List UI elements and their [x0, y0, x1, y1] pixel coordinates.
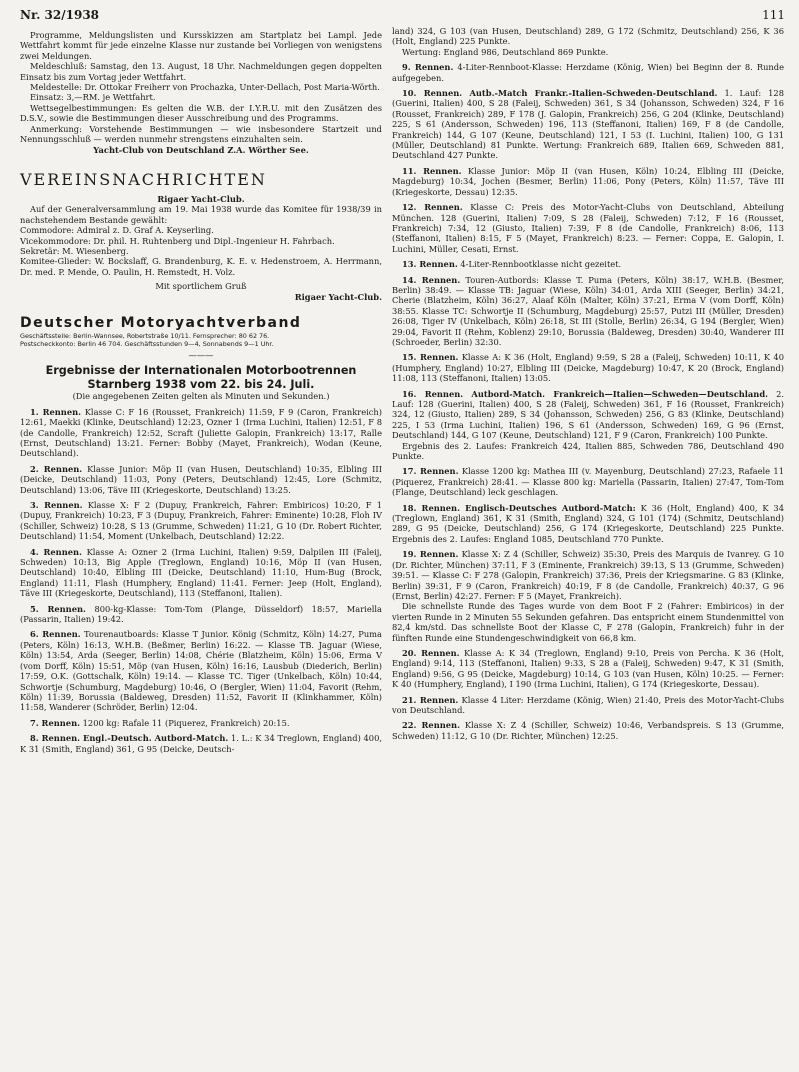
left-column [20, 30, 382, 754]
race-text: Klasse X: F 2 (Dupuy, Frankreich, Fahrer: Embiricos) 10:20, F 1 (Dupuy, Frankreich) 10:23, F 3 (Dupuy, Frankreich, Fahrer: Eminente) 10:28, Floh IV (Schiller, Schweiz) 10:28, S 13 (Grumme, Schweden) 11:21, G 10 (Dr. Robert Richter, Deutschland) 11:54, Moment (Unkelbach, Deutschland) 12:22. [20, 500, 382, 542]
race-text: Klasse C: F 16 (Rousset, Frankreich) 11:59, F 9 (Caron, Frankreich) 12:61, Maekki (Klinke, Deutschland) 12:23, Ozner 1 (Irma Luchini, Italien) 12:51, F 8 (de Candolle, Frankreich) 12:52, Scraft (Juliette Galopin, Frankreich) 13:17, Ralle (Ernst, Deutschland) 13:21. Ferner: Bobby (Mayet, Frankreich), Wodan (Keune, Deutschland). [20, 406, 382, 459]
race-title: 17. Rennen. [402, 466, 459, 477]
race-entry [392, 503, 784, 545]
race-text: 4-Liter-Rennboot-Klasse: Herzdame (König, Wien) bei Beginn der 8. Runde aufgegeben. [392, 62, 784, 83]
verein-line: Sekretär: M. Wiesenberg. [20, 245, 129, 256]
section-title-vereinsnachrichten: VEREINSNACHRICHTEN [20, 169, 267, 189]
race-entry [20, 407, 382, 459]
race-entry [20, 547, 382, 599]
race-title: 6. Rennen. [30, 629, 81, 640]
intro-paragraph: Meldeschluß: Samstag, den 13. August, 18 Uhr. Nachmeldungen gegen doppelten Einsatz bis zum Vortag jeder Wettfahrt. [20, 61, 382, 82]
race-text: Tourenautboards: Klasse T Junior. König (Schmitz, Köln) 14:27, Puma (Peters, Köln) 16:13, W.H.B. (Beßmer, Berlin) 16:22. — Klasse TB. Jaguar (Wiese, Köln) 13:54, Arda (Seeger, Berlin) 14:08, Chérie (Blatzheim, Köln) 15:06, Erma V (vom Dorff, Köln) 15:51, Möp (van Husen, Köln) 16:16, Lausbub (Diederich, Berlin) 17:59, O.K. (Gottschalk, Köln) 19:14. — Klasse TC. Tiger (Unkelbach, Köln) 10:44, Schwortje (Schumburg, Magdeburg) 10:46, O (Bergler, Wien) 11:04, Favorit (Rehm, Köln) 11:39, Borussia (Baldeweg, Dresden) 11:52, Favorit II (Klinkhammer, Köln) 11:58, Wanderer (Schröder, Berlin) 12:04. [20, 629, 382, 713]
race-title: 3. Rennen. [30, 500, 83, 510]
race-title: 5. Rennen. [30, 603, 86, 614]
race-text: 1. L.: K 34 Treglown, England) 400, K 31 (Smith, England) 361, G 95 (Deicke, Deutsch- [20, 733, 382, 754]
race-entry [392, 648, 784, 690]
race-text: 1. Lauf: 128 (Guerini, Italien) 400, S 28 (Faleij, Schweden) 361, S 34 (Johansson, Schweden) 324, F 16 (Rousset, Frankreich) 289, F 178 (J. Galopin, Frankreich) 256, G 204 (Klinke, Deutschland) 225, S 61 (Andersson, Schweden) 196, 113 (Steffanoni, Italien) 169, F 8 (de Candolle, Frankreich) 144, G 107 (Keune, Deutschland) 121, I 53 (I. Luchini, Italien) 100, G 131 (Müller, Deutschland) 81 Punkte. Wertung: Frankreich 689, Italien 669, Schweden 881, Deutschland 427 Punkte. [392, 88, 784, 161]
verein-line: Commodore: Admiral z. D. Graf A. Keyserling. [20, 225, 214, 236]
race-entry [20, 733, 382, 754]
dmv-info: Geschäftsstelle: Berlin-Wannsee, Robertstraße 10/11. Fernsprecher: 80 62 76. [20, 331, 270, 340]
race-entry [392, 352, 784, 383]
race-title: 12. Rennen. [402, 202, 463, 213]
verein-line: Komitee-Glieder: W. Bockslaff, G. Brandenburg, K. E. v. Hedenstroem, A. Herrmann, Dr. med. P. Mende, O. Paulin, H. Remstedt, H. Volz. [20, 256, 382, 277]
race-title: 8. Rennen. Engl.-Deutsch. Autbord-Match. [30, 733, 229, 744]
race-entry [392, 166, 784, 197]
race-text: 800-kg-Klasse: Tom-Tom (Plange, Düsseldorf) 18:57, Mariella (Passarin, Italien) 19:42. [20, 603, 382, 625]
race-entry [392, 466, 784, 497]
race-text: Klasse A: Ozner 2 (Irma Luchini, Italien) 9:59, Dalpilen III (Faleij, Schweden) 10:13, Big Apple (Treglown, England) 10:16, Möp II (van Husen, Deutschland) 10:40, Elbling III (Deicke, Deutschland) 11:10, Hum-Bug (Brock, England) 11:11, Flash (Humphery, England) 11:41. Ferner: Jeep (Holt, England), Täve III (Kriegeskorte, Deutschland), 113 (Steffanoni, Italien). [20, 546, 383, 599]
race-entry [392, 549, 784, 601]
race-title: 11. Rennen. [402, 165, 462, 176]
intro-paragraph: Einsatz: 3,—RM. je Wettfahrt. [30, 92, 156, 103]
race-title: 4. Rennen. [30, 546, 82, 557]
race-text: Klasse 1200 kg: Mathea III (v. Mayenburg, Deutschland) 27:23, Rafaele 11 (Piquerez, Frankreich) 28:41. — Klasse 800 kg: Mariella (Passarin, Italien) 27:47, Tom-Tom (Flange, Deutschland) leck geschlagen. [392, 466, 784, 498]
race-entry [392, 88, 784, 161]
race-text: Klasse Junior: Möp II (van Husen, Köln) 10:24, Elbling III (Deicke, Magdeburg) 10:34, Jochen (Besmer, Berlin) 11:06, Pony (Peters, Köln) 11:57, Täve III (Kriegeskorte, Dessau) 12:35. [392, 165, 784, 197]
continuation-text: land) 324, G 103 (van Husen, Deutschland) 289, G 172 (Schmitz, Deutschland) 256, K 36 (Holt, England) 225 Punkte. [392, 26, 784, 47]
race-title: 13. Rennen. [402, 259, 458, 270]
race-title: 10. Rennen. Autb.-Match Frankr.-Italien-Schweden-Deutschland. [402, 88, 718, 99]
race-text: 2. Lauf: 128 (Guerini, Italien) 400, S 28 (Faleij, Schweden) 361, F 16 (Rousset, Frankreich) 324, 12 (Giusto, Italien) 289, S 34 (Johansson, Schweden) 256, G 83 (Klinke, Deutschland) 225, I 53 (Irma Luchini, Italien) 196, S 61 (Andersson, Schweden) 169, G 96 (Ernst, Deutschland) 144, G 107 (Keune, Deutschland) 121, F 9 (Caron, Frankreich) 100 Punkte. [392, 388, 784, 441]
race-title: 18. Rennen. Englisch-Deutsches Autbord-Match: [402, 502, 636, 513]
page-number: 111 [762, 8, 785, 22]
race-extra: Die schnellste Runde des Tages wurde von dem Boot F 2 (Fahrer: Embiricos) in der vierten Runde in 2 Minuten 55 Sekunden gefahren. Das entspricht einem Stundenmittel von 82,4 km/std. Das schnellste Boot der Klasse C, F 278 (Galopin, Frankreich) fuhr in der fünften Runde eine Stundengeschwindigkeit von 66,8 km. [392, 601, 784, 643]
verein-closing: Mit sportlichem Gruß [155, 281, 247, 292]
race-title: 19. Rennen. [402, 549, 459, 560]
race-text: 4-Liter-Rennbootklasse nicht gezeitet. [460, 259, 622, 270]
race-entry [20, 629, 382, 712]
race-title: 2. Rennen. [30, 463, 83, 474]
race-title: 22. Rennen. [402, 720, 460, 731]
race-text: Klasse A: K 36 (Holt, England) 9:59, S 28 a (Faleij, Schweden) 10:11, K 40 (Humphery, England) 10:27, Elbling III (Deicke, Magdeburg) 10:47, K 20 (Brock, England) 11:08, 113 (Steffanoni, Italien) 13:05. [392, 352, 784, 384]
verein-paragraph: Auf der Generalversammlung am 19. Mai 1938 wurde das Komitee für 1938/39 in nachstehendem Bestande gewählt: [20, 204, 382, 225]
results-note: (Die angegebenen Zeiten gelten als Minuten und Sekunden.) [72, 391, 330, 402]
race-entry [20, 500, 382, 542]
race-text: Klasse X: Z 4 (Schiller, Schweiz) 35:30, Preis des Marquis de Ivanrey. G 10 (Dr. Richter, München) 37:11, F 3 (Eminente, Frankreich) 39:13, S 13 (Grumme, Schweden) 39:51. — Klasse C: F 278 (Galopin, Frankreich) 37:36, Preis der Kriegsmarine. G 83 (Klinke, Berlin) 39:31, F 9 (Caron, Frankreich) 40:19, F 8 (de Candolle, Frankreich) 40:37, G 96 (Ernst, Berlin) 42:27. Ferner: F 5 (Mayet, Frankreich). [392, 549, 785, 601]
race-text: Klasse Junior: Möp II (van Husen, Deutschland) 10:35, Elbling III (Deicke, Deutschland) 11:03, Pony (Peters, Deutschland) 12:45, Lore (Schmitz, Deutschland) 13:06, Täve III (Kriegeskorte, Deutschland) 13:25. [20, 463, 382, 495]
race-entry [392, 62, 784, 83]
results-headline: Ergebnisse der Internationalen Motorbootrennen [45, 364, 357, 378]
results-headline: Starnberg 1938 vom 22. bis 24. Juli. [87, 377, 315, 391]
race-entry [392, 720, 784, 741]
race-title: 9. Rennen. [402, 62, 454, 73]
continuation-text: Wertung: England 986, Deutschland 869 Punkte. [402, 46, 609, 57]
race-entry [392, 275, 784, 348]
race-entry [20, 718, 382, 728]
race-title: 15. Rennen. [402, 352, 459, 363]
race-text: 1200 kg: Rafale 11 (Piquerez, Frankreich) 20:15. [82, 717, 290, 728]
race-entry [392, 202, 784, 254]
race-title: 1. Rennen. [30, 406, 82, 417]
intro-paragraph: Wettsegelbestimmungen: Es gelten die W.B. der I.Y.R.U. mit den Zusätzen des D.S.V., sowie die Bestimmungen dieser Ausschreibung und des Programms. [20, 102, 382, 124]
race-title: 21. Rennen. [402, 694, 459, 705]
separator: ——— [188, 349, 214, 360]
race-text: Klasse C: Preis des Motor-Yacht-Clubs von Deutschland, Abteilung München. 128 (Guerini, Italien) 7:09, S 28 (Faleij, Schweden) 7:12, F 16 (Rousset, Frankreich) 7:34, 12 (Giusto, Italien) 7:39, F 8 (de Candolle, Frankreich) 8:06, 113 (Steffanoni, Italien) 8:15, F 5 (Mayet, Frankreich) 8:23. — Ferner: Coppa, E. Galopin, I. Luchini, Müller, Cesati, Ernst. [392, 202, 784, 254]
club-heading: Rigaer Yacht-Club. [157, 193, 245, 204]
race-entry [20, 604, 382, 625]
intro-signature: Yacht-Club von Deutschland Z.A. Wörther See. [93, 145, 309, 156]
intro-paragraph: Anmerkung: Vorstehende Bestimmungen — wie insbesondere Startzeit und Nennungsschluß — werden nunmehr strengstens einzuhalten sein. [20, 123, 382, 145]
intro-paragraph: Programme, Meldungslisten und Kursskizzen am Startplatz bei Lampl. Jede Wettfahrt kommt für jede einzelne Klasse nur zustande bei Vorliegen von wenigstens zwei Meldungen. [20, 30, 382, 61]
issue-number: Nr. 32/1938 [20, 8, 100, 22]
right-column [392, 26, 784, 741]
race-entry [392, 259, 784, 269]
verein-signature: Rigaer Yacht-Club. [294, 291, 382, 302]
race-text: Klasse A: K 34 (Treglown, England) 9:10, Preis von Percha. K 36 (Holt, England) 9:14, 113 (Steffanoni, Italien) 9:33, S 28 a (Faleij, Schweden) 9:47, K 31 (Smith, England) 9:56, G 95 (Deicke, Magdeburg) 10:14, G 103 (van Husen, Köln) 10:25. — Ferner: K 40 (Humphery, England), I 190 (Irma Luchini, Italien), G 174 (Kriegeskorte, Dessau). [392, 647, 785, 690]
race-entry [392, 389, 784, 441]
race-title: 20. Rennen. [402, 647, 460, 658]
race-title: 7. Rennen. [30, 717, 80, 728]
race-text: Klasse X: Z 4 (Schiller, Schweiz) 10:46, Verbandspreis. S 13 (Grumme, Schweden) 11:12, G 10 (Dr. Richter, München) 12:25. [392, 720, 785, 741]
race-entry [392, 695, 784, 716]
race-text: Klasse 4 Liter: Herzdame (König, Wien) 21:40, Preis des Motor-Yacht-Clubs von Deutschland. [392, 694, 785, 715]
race-entry [20, 464, 382, 495]
section-title-dmv: Deutscher Motoryachtverband [20, 314, 302, 331]
race-title: 14. Rennen. [402, 274, 461, 285]
verein-line: Vicekommodore: Dr. phil. H. Ruhtenberg und Dipl.-Ingenieur H. Fahrbach. [20, 235, 335, 246]
race-extra: Ergebnis des 2. Laufes: Frankreich 424, Italien 885, Schweden 786, Deutschland 490 Punkte. [392, 440, 784, 462]
race-title: 16. Rennen. Autbord-Match. Frankreich—Italien—Schweden—Deutschland. [402, 388, 769, 399]
race-text: Touren-Autbords: Klasse T. Puma (Peters, Köln) 38:17, W.H.B. (Besmer, Berlin) 38:49. — Klasse TB: Jaguar (Wiese, Köln) 34:01, Arda XIII (Seeger, Berlin) 34:21, Cherie (Blatzheim, Köln) 36:27, Alaaf Köln (Malter, Köln) 37:21, Erma V (vom Dorff, Köln) 38:55. Klasse TC: Schwortje II (Schumburg, Magdeburg) 25:57, Putzi III (Müller, Dresden) 26:08, Tiger IV (Unkelbach, Köln) 26:18, St III (Stolle, Berlin) 26:34, G 194 (Bergler, Wien) 29:04, Favorit II (Rehm, Koblenz) 29:10, Borussia (Baldeweg, Dresden) 30:40, Wanderer III (Schroeder, Berlin) 32:30. [392, 274, 784, 347]
race-text: K 36 (Holt, England) 400, K 34 (Treglown, England) 361, K 31 (Smith, England) 324, G 101 (174) (Schmitz, Deutschland) 289, G 95 (Deicke, Deutschland) 256, G 174 (Kriegeskorte, Deutschland) 225 Punkte. Ergebnis des 2. Laufes: England 1085, Deutschland 770 Punkte. [392, 502, 784, 544]
dmv-info: Postscheckkonto: Berlin 46 704. Geschäftsstunden 9—4, Sonnabends 9—1 Uhr. [20, 339, 274, 348]
intro-paragraph: Meldestelle: Dr. Ottokar Freiherr von Prochazka, Unter-Dellach, Post Maria-Wörth. [30, 82, 380, 93]
